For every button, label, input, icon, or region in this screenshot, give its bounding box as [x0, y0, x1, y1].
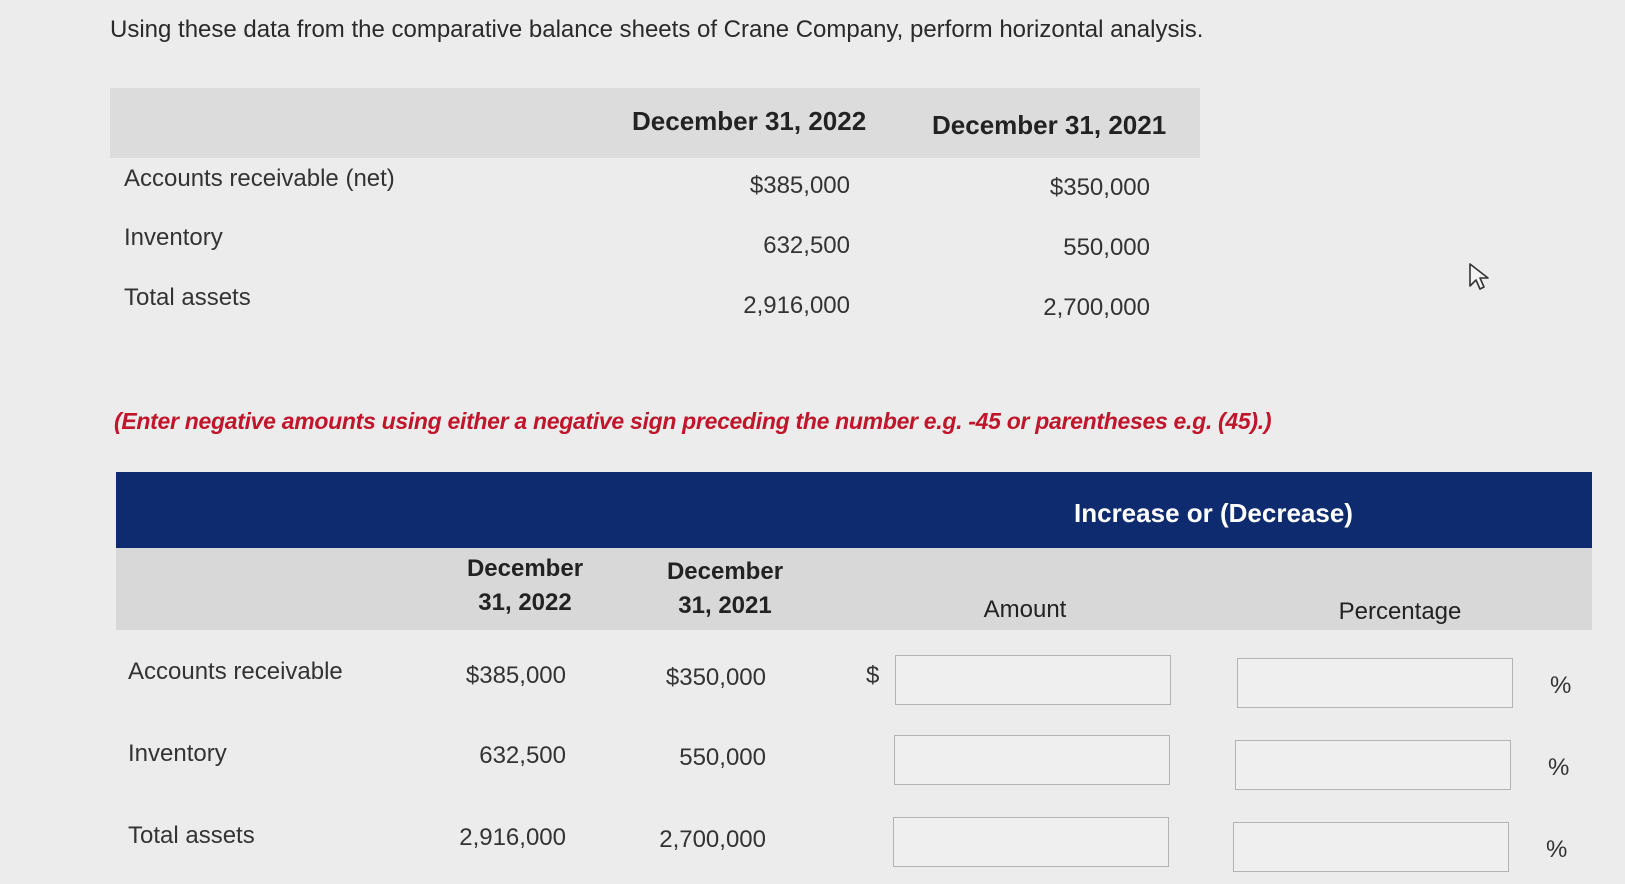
answer-col-amount: Amount	[983, 596, 1067, 623]
answer-value-2022: 2,916,000	[459, 824, 566, 851]
data-value-2021: 2,700,000	[1043, 294, 1150, 321]
percent-sign: %	[1550, 672, 1572, 699]
answer-value-2022: 632,500	[479, 742, 566, 769]
data-value-2021: $350,000	[1049, 174, 1150, 201]
amount-input-inventory[interactable]	[894, 735, 1170, 785]
answer-col-2022: December 31, 2022	[466, 555, 584, 616]
mouse-pointer-icon	[1468, 262, 1490, 297]
dollar-sign: $	[866, 662, 880, 689]
percentage-input-total-assets[interactable]	[1233, 822, 1509, 872]
data-value-2022: $385,000	[749, 172, 850, 199]
answer-col-percentage: Percentage	[1338, 598, 1462, 625]
data-row-label: Inventory	[124, 224, 223, 251]
answer-row-label: Accounts receivable	[128, 658, 343, 685]
amount-input-accounts-receivable[interactable]	[895, 655, 1171, 705]
answer-value-2021: $350,000	[665, 664, 766, 691]
answer-value-2022: $385,000	[465, 662, 566, 689]
percent-sign: %	[1546, 836, 1568, 863]
data-value-2021: 550,000	[1063, 234, 1150, 261]
data-row-label: Total assets	[124, 284, 251, 311]
percentage-input-inventory[interactable]	[1235, 740, 1511, 790]
data-col-2022: December 31, 2022	[632, 106, 867, 136]
answer-table-band	[116, 472, 1592, 548]
answer-row-label: Total assets	[128, 822, 255, 849]
answer-value-2021: 550,000	[679, 744, 766, 771]
answer-row-label: Inventory	[128, 740, 227, 767]
answer-col-2021: December 31, 2021	[666, 558, 784, 619]
amount-input-total-assets[interactable]	[893, 817, 1169, 867]
instruction-text: (Enter negative amounts using either a negative sign preceding the number e.g. -45 or parentheses e.g. (45).)	[114, 408, 1272, 434]
data-value-2022: 2,916,000	[743, 292, 850, 319]
percentage-input-accounts-receivable[interactable]	[1237, 658, 1513, 708]
data-row-label: Accounts receivable (net)	[124, 165, 395, 192]
percent-sign: %	[1548, 754, 1570, 781]
answer-value-2021: 2,700,000	[659, 826, 766, 853]
data-col-2021: December 31, 2021	[932, 110, 1167, 140]
data-value-2022: 632,500	[763, 232, 850, 259]
question-prompt: Using these data from the comparative balance sheets of Crane Company, perform horizontal analysis.	[110, 16, 1204, 43]
increase-decrease-heading: Increase or (Decrease)	[1074, 498, 1353, 528]
